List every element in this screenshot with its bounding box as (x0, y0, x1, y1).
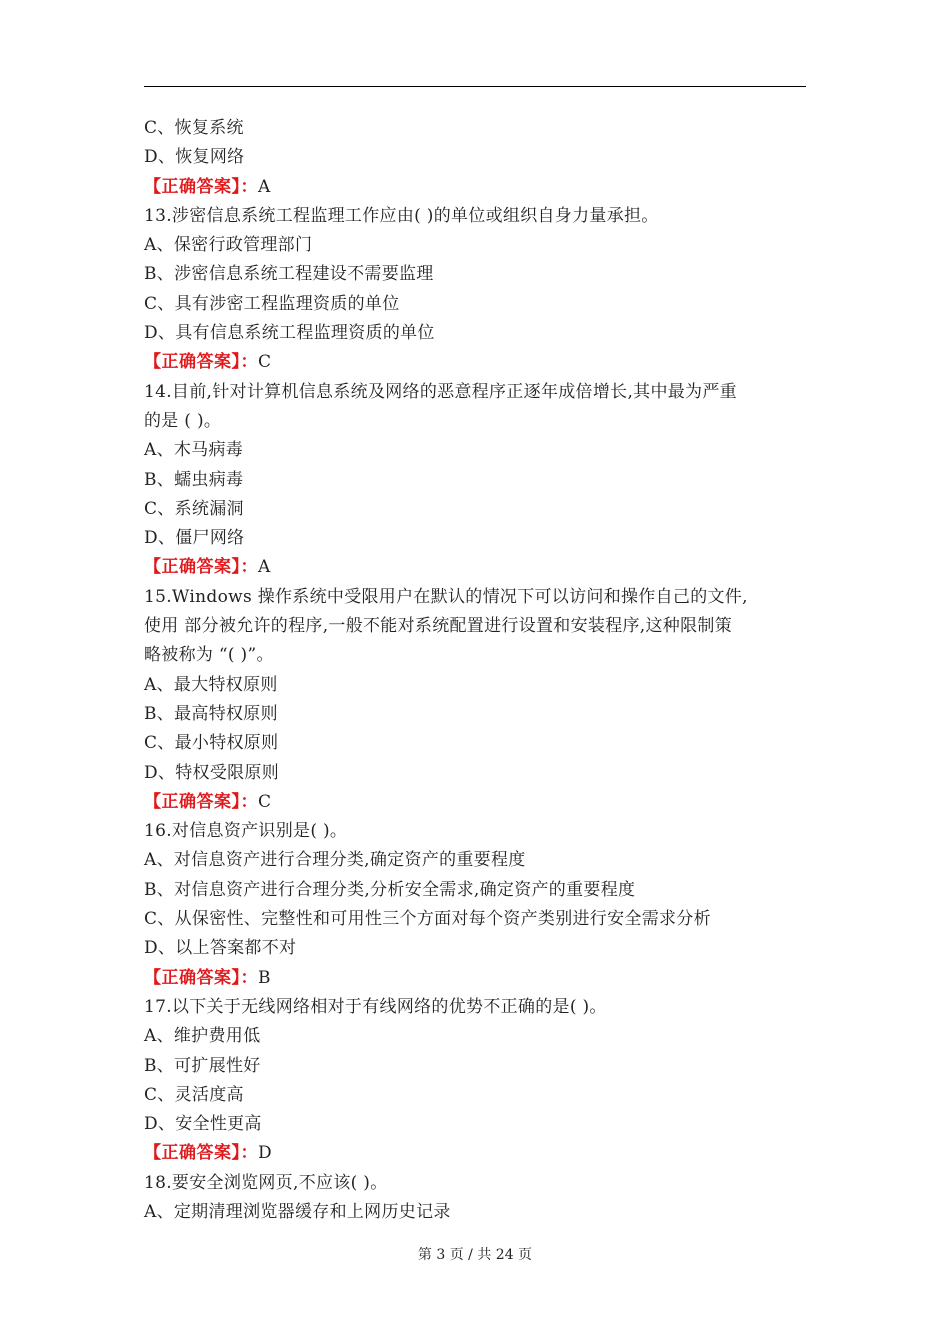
answer-label: 【正确答案】： (144, 967, 258, 988)
answer-line (144, 173, 806, 202)
text-line: D、具有信息系统工程监理资质的单位 (144, 323, 435, 344)
answer-line (144, 788, 806, 817)
text-line: 的是 ( )。 (144, 410, 222, 431)
document-body (144, 114, 806, 1227)
text-line: C、系统漏洞 (144, 498, 244, 519)
text-line: C、从保密性、完整性和可用性三个方面对每个资产类别进行安全需求分析 (144, 909, 711, 930)
text-line: A、保密行政管理部门 (144, 235, 313, 256)
text-line: 使用 部分被允许的程序,一般不能对系统配置进行设置和安装程序,这种限制策 (144, 616, 733, 637)
page-footer: 第 3 页 / 共 24 页 (417, 1247, 533, 1263)
text-line: C、灵活度高 (144, 1084, 244, 1105)
answer-value: A (258, 557, 271, 578)
text-line: B、最高特权原则 (144, 703, 278, 724)
answer-value: D (258, 1143, 272, 1164)
text-line: 16.对信息资产识别是( )。 (144, 821, 348, 842)
text-line: D、以上答案都不对 (144, 938, 297, 959)
text-line: D、特权受限原则 (144, 762, 280, 783)
text-line: C、最小特权原则 (144, 733, 279, 754)
text-line: 13.涉密信息系统工程监理工作应由( )的单位或组织自身力量承担。 (144, 205, 659, 226)
text-line: D、僵尸网络 (144, 528, 245, 549)
text-line: A、对信息资产进行合理分类,确定资产的重要程度 (144, 850, 526, 871)
answer-value: B (258, 967, 271, 988)
text-line: B、涉密信息系统工程建设不需要监理 (144, 264, 434, 285)
text-line: 略被称为 “( )”。 (144, 645, 274, 666)
text-line: A、最大特权原则 (144, 674, 278, 695)
text-line: 18.要安全浏览网页,不应该( )。 (144, 1172, 388, 1193)
answer-label: 【正确答案】： (144, 791, 258, 812)
answer-line (144, 1139, 806, 1168)
answer-value: C (258, 352, 272, 373)
text-line: A、木马病毒 (144, 440, 244, 461)
answer-value: C (258, 791, 272, 812)
answer-label: 【正确答案】： (144, 1143, 258, 1164)
text-line: D、安全性更高 (144, 1114, 262, 1135)
text-line: 15.Windows 操作系统中受限用户在默认的情况下可以访问和操作自己的文件, (144, 586, 748, 607)
answer-line (144, 348, 806, 377)
header-rule (144, 86, 806, 87)
text-line: B、对信息资产进行合理分类,分析安全需求,确定资产的重要程度 (144, 879, 636, 900)
text-line: D、恢复网络 (144, 147, 245, 168)
answer-label: 【正确答案】： (144, 176, 258, 197)
text-line: 14.目前,针对计算机信息系统及网络的恶意程序正逐年成倍增长,其中最为严重 (144, 381, 737, 402)
answer-line (144, 553, 806, 582)
text-line: A、维护费用低 (144, 1026, 261, 1047)
text-line: A、定期清理浏览器缓存和上网历史记录 (144, 1201, 451, 1222)
text-line: C、恢复系统 (144, 118, 244, 138)
text-line: C、具有涉密工程监理资质的单位 (144, 293, 400, 314)
text-line: 17.以下关于无线网络相对于有线网络的优势不正确的是( )。 (144, 996, 607, 1017)
text-line: B、蠕虫病毒 (144, 469, 244, 490)
text-line: B、可扩展性好 (144, 1055, 261, 1076)
answer-value: A (258, 176, 271, 197)
answer-label: 【正确答案】： (144, 352, 258, 373)
answer-line (144, 964, 806, 993)
answer-label: 【正确答案】： (144, 557, 258, 578)
